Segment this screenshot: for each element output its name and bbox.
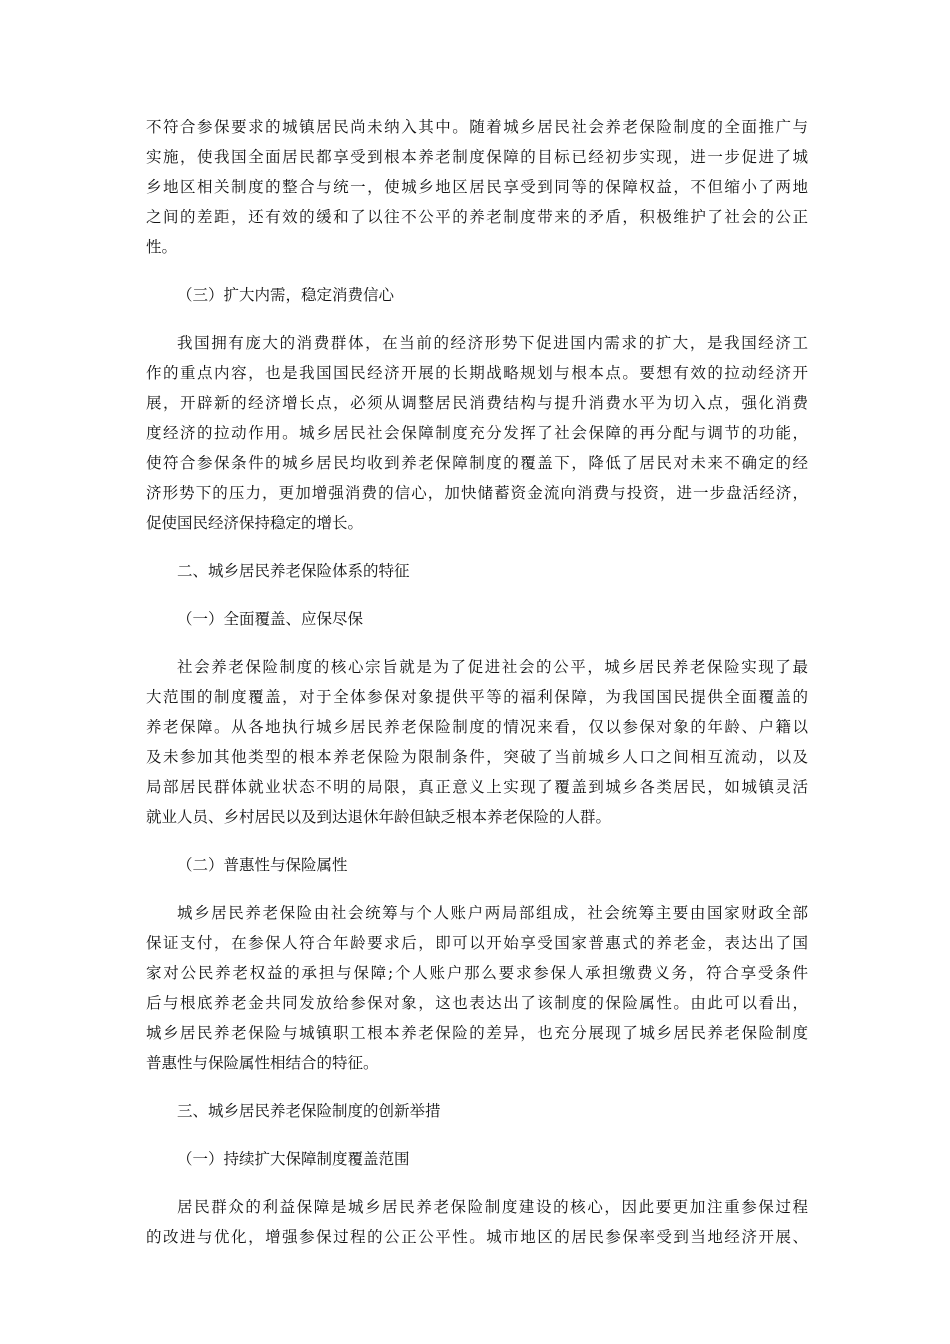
- section-heading: （一）全面覆盖、应保尽保: [177, 610, 364, 628]
- text-line: 乡地区相关制度的整合与统一，使城乡地区居民享受到同等的保障权益，不但缩小了两地: [146, 178, 808, 196]
- text-line: 保证支付，在参保人符合年龄要求后，即可以开始享受国家普惠式的养老金，表达出了国: [146, 934, 808, 952]
- text-line: 城乡居民养老保险由社会统筹与个人账户两局部组成，社会统筹主要由国家财政全部: [177, 904, 808, 922]
- text-line: 的改进与优化，增强参保过程的公正公平性。城市地区的居民参保率受到当地经济开展、: [146, 1228, 808, 1246]
- text-line: 居民群众的利益保障是城乡居民养老保险制度建设的核心，因此要更加注重参保过程: [177, 1198, 808, 1216]
- text-line: 作的重点内容，也是我国国民经济开展的长期战略规划与根本点。要想有效的拉动经济开: [146, 364, 808, 382]
- section-heading: 二、城乡居民养老保险体系的特征: [177, 562, 410, 580]
- paragraph: [146, 328, 808, 538]
- text-line: 实施，使我国全面居民都享受到根本养老制度保障的目标已经初步实现，进一步促进了城: [146, 148, 808, 166]
- document-page: [146, 112, 808, 1270]
- text-line: 养老保障。从各地执行城乡居民养老保险制度的情况来看，仅以参保对象的年龄、户籍以: [146, 718, 808, 736]
- text-line: 不符合参保要求的城镇居民尚未纳入其中。随着城乡居民社会养老保险制度的全面推广与: [146, 118, 808, 136]
- text-line: 之间的差距，还有效的缓和了以往不公平的养老制度带来的矛盾，积极维护了社会的公正: [146, 208, 808, 226]
- text-line: 展，开辟新的经济增长点，必须从调整居民消费结构与提升消费水平为切入点，强化消费: [146, 394, 808, 412]
- text-line: 城乡居民养老保险与城镇职工根本养老保险的差异，也充分展现了城乡居民养老保险制度: [146, 1024, 808, 1042]
- text-line: 社会养老保险制度的核心宗旨就是为了促进社会的公平，城乡居民养老保险实现了最: [177, 658, 808, 676]
- paragraph: [146, 652, 808, 832]
- paragraph: [146, 1192, 808, 1252]
- paragraph: [146, 112, 808, 262]
- text-line: 度经济的拉动作用。城乡居民社会保障制度充分发挥了社会保障的再分配与调节的功能，: [146, 424, 808, 442]
- text-line: 普惠性与保险属性相结合的特征。: [146, 1054, 379, 1072]
- section-heading: 三、城乡居民养老保险制度的创新举措: [177, 1102, 441, 1120]
- section-heading: （二）普惠性与保险属性: [177, 856, 348, 874]
- text-line: 大范围的制度覆盖，对于全体参保对象提供平等的福利保障，为我国国民提供全面覆盖的: [146, 688, 808, 706]
- paragraph: [146, 898, 808, 1078]
- text-line: 促使国民经济保持稳定的增长。: [146, 514, 364, 532]
- text-line: 性。: [146, 238, 178, 256]
- text-line: 我国拥有庞大的消费群体，在当前的经济形势下促进国内需求的扩大，是我国经济工: [177, 334, 808, 352]
- text-line: 后与根底养老金共同发放给参保对象，这也表达出了该制度的保险属性。由此可以看出，: [146, 994, 808, 1012]
- section-heading: （一）持续扩大保障制度覆盖范围: [177, 1150, 410, 1168]
- section-heading: （三）扩大内需，稳定消费信心: [177, 286, 395, 304]
- text-line: 及未参加其他类型的根本养老保险为限制条件，突破了当前城乡人口之间相互流动，以及: [146, 748, 808, 766]
- text-line: 局部居民群体就业状态不明的局限，真正意义上实现了覆盖到城乡各类居民，如城镇灵活: [146, 778, 808, 796]
- text-line: 济形势下的压力，更加增强消费的信心，加快储蓄资金流向消费与投资，进一步盘活经济，: [146, 484, 808, 502]
- text-line: 就业人员、乡村居民以及到达退休年龄但缺乏根本养老保险的人群。: [146, 808, 612, 826]
- text-line: 使符合参保条件的城乡居民均收到养老保障制度的覆盖下，降低了居民对未来不确定的经: [146, 454, 808, 472]
- text-line: 家对公民养老权益的承担与保障;个人账户那么要求参保人承担缴费义务，符合享受条件: [146, 964, 808, 982]
